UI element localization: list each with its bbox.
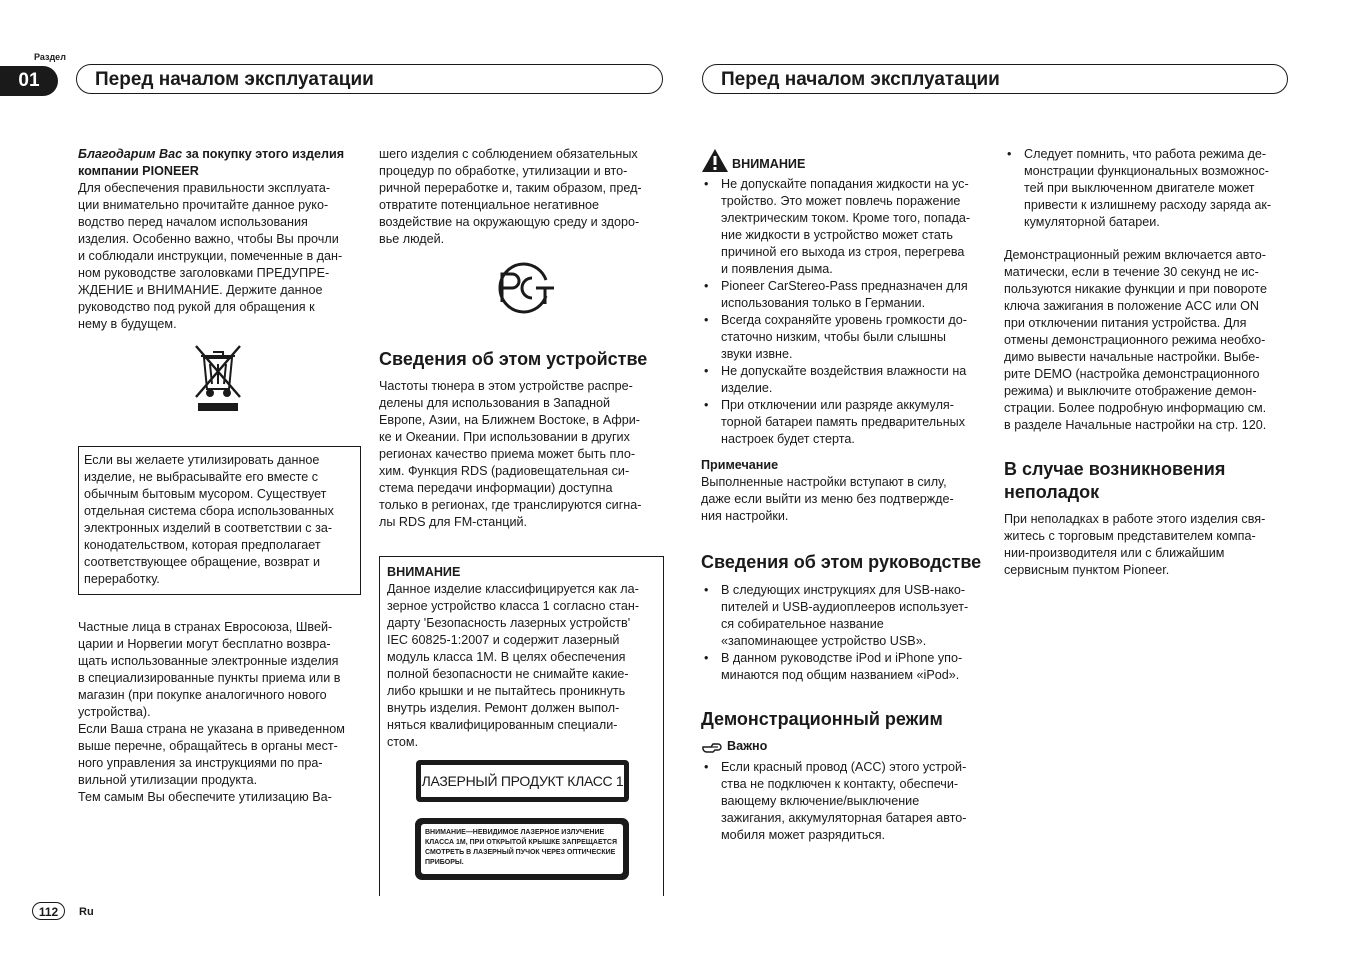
- warning-item: [701, 176, 970, 278]
- text-line: хим. Функция RDS (радиовещательная си-: [379, 464, 630, 478]
- note-block: [701, 457, 954, 525]
- text-line: пользуются никакие функции и при повороте: [1004, 282, 1268, 296]
- eu-disposal-text: [78, 619, 345, 806]
- warning-title: ВНИМАНИЕ: [732, 157, 806, 171]
- text-line: полной безопасности не снимайте какие-: [387, 667, 629, 681]
- text-line: • Следует помнить, что работа режима де-: [1024, 147, 1267, 161]
- demo-description: [1004, 247, 1267, 434]
- text-line: только в регионах, где транслируются сигна-: [379, 498, 642, 512]
- weee-bin-icon: [190, 340, 246, 416]
- text-line: ся собирательное название: [721, 617, 884, 631]
- troubleshooting-text: [1004, 511, 1265, 579]
- text-line: страции. Более подробную информацию см.: [1004, 401, 1267, 415]
- laser-warning-line: СМОТРЕТЬ В ЛАЗЕРНЫЙ ПУЧОК ЧЕРЕЗ ОПТИЧЕСКИЕ: [425, 849, 616, 856]
- manual-item: [701, 650, 968, 684]
- text-line: мобиля может разрядиться.: [721, 828, 886, 842]
- intro-line: руководство под рукой для обращения к: [78, 300, 315, 314]
- text-line: матически, если в течение 30 секунд не ис-: [1004, 265, 1259, 279]
- text-line: лы RDS для FM-станций.: [379, 515, 528, 529]
- manual-info-heading: Сведения об этом руководстве: [701, 552, 982, 572]
- text-line: житесь с торговым представителем компа-: [1004, 529, 1256, 543]
- intro-line: водство перед началом использования: [78, 215, 308, 229]
- pct-certification-logo: [484, 258, 560, 318]
- laser-warning-line: КЛАССА 1M, ПРИ ОТКРЫТОЙ КРЫШКЕ ЗАПРЕЩАЕТСЯ: [425, 839, 617, 846]
- laser-warning-line: ВНИМАНИЕ—НЕВИДИМОЕ ЛАЗЕРНОЕ ИЗЛУЧЕНИЕ: [425, 829, 605, 836]
- text-line: ке и Океании. При использовании в других: [379, 430, 630, 444]
- page-title-right: Перед началом эксплуатации: [702, 64, 1288, 94]
- text-line: использования только в Германии.: [721, 296, 926, 310]
- intro-line: изделия. Особенно важно, чтобы Вы прочли: [78, 232, 339, 246]
- warning-triangle-icon: [701, 148, 729, 173]
- text-line: • При отключении или разряде аккумуля-: [721, 398, 954, 412]
- text-line: статочно низким, чтобы были слышны: [721, 330, 946, 344]
- important-label: Важно: [727, 739, 768, 753]
- intro-line: ном руководстве заголовками ПРЕДУПРЕ-: [78, 266, 330, 280]
- warning-item: [701, 312, 970, 363]
- text-line: Частоты тюнера в этом устройстве распре-: [379, 379, 633, 393]
- disposal-line: соответствующее обращение, возврат и: [84, 555, 320, 569]
- text-line: кумуляторной батареи.: [1024, 215, 1160, 229]
- intro-lead: Благодарим Вас: [78, 147, 183, 161]
- text-line: вье людей.: [379, 232, 445, 246]
- text-line: стом.: [387, 735, 419, 749]
- text-line: внутрь изделия. Ремонт должен выпол-: [387, 701, 620, 715]
- laser-warning-label: [415, 818, 629, 880]
- text-line: димо вывести начальные настройки. Выбе-: [1004, 350, 1260, 364]
- intro-line: Для обеспечения правильности эксплуата-: [78, 181, 331, 195]
- disposal-line: электронных изделий в соответствии с за-: [84, 521, 333, 535]
- text-line: тей при выключенном двигателе может: [1024, 181, 1255, 195]
- text-line: Если Ваша страна не указана в приведенном: [78, 722, 345, 736]
- text-line: процедур по обработке, утилизации и вто-: [379, 164, 628, 178]
- warning-list: [701, 176, 970, 448]
- text-line: отвратите потенциальное негативное: [379, 198, 600, 212]
- intro-line: ции внимательно прочитайте данное руко-: [78, 198, 329, 212]
- disposal-line: обычным бытовым мусором. Существует: [84, 487, 327, 501]
- text-line: «запоминающее устройство USB».: [721, 634, 927, 648]
- troubleshooting-heading: [1004, 458, 1225, 504]
- page-title-left: Перед началом эксплуатации: [76, 64, 663, 94]
- text-line: Тем самым Вы обеспечите утилизацию Ва-: [78, 790, 332, 804]
- intro-line2: компании PIONEER: [78, 164, 199, 178]
- text-line: Выполненные настройки вступают в силу,: [701, 475, 947, 489]
- text-line: нии-производителя или с ближайшим: [1004, 546, 1225, 560]
- disposal-line: переработку.: [84, 572, 160, 586]
- text-line: электрическим током. Кроме того, попада-: [721, 211, 971, 225]
- text-line: царии и Норвегии могут бесплатно возвра-: [78, 637, 331, 651]
- disposal-box: [78, 446, 361, 595]
- text-line: няться квалифицированным специали-: [387, 718, 618, 732]
- device-info-text: [379, 378, 641, 531]
- manual-list: [701, 582, 968, 684]
- text-line: • В следующих инструкциях для USB-нако-: [721, 583, 966, 597]
- disposal-line: конодательством, которая предполагает: [84, 538, 321, 552]
- text-line: шего изделия с соблюдением обязательных: [379, 147, 638, 161]
- text-line: • Не допускайте попадания жидкости на ус-: [721, 177, 969, 191]
- intro-line: и соблюдали инструкции, помеченные в дан-: [78, 249, 343, 263]
- text-line: IEC 60825-1:2007 и содержит лазерный: [387, 633, 620, 647]
- text-line: делены для использования в Западной: [379, 396, 611, 410]
- text-line: причиной его выхода из строя, перегрева: [721, 245, 965, 259]
- note-title: Примечание: [701, 458, 779, 472]
- text-line: ричной переработке и, таким образом, пред-: [379, 181, 642, 195]
- text-line: сервисным пунктом Pioneer.: [1004, 563, 1170, 577]
- demo-item: [701, 759, 966, 844]
- text-line: стема передачи информации) доступна: [379, 481, 613, 495]
- heading-line: В случае возникновения: [1004, 459, 1226, 479]
- important-hand-icon: [701, 740, 723, 754]
- text-line: ние жидкости в устройство может стать: [721, 228, 953, 242]
- manual-item: [701, 582, 968, 650]
- text-line: • Всегда сохраняйте уровень громкости до-: [721, 313, 967, 327]
- text-line: регионах качество приема может быть пло-: [379, 447, 636, 461]
- disposal-line: Если вы желаете утилизировать данное: [84, 453, 320, 467]
- text-line: • Pioneer CarStereo-Pass предназначен для: [721, 279, 968, 293]
- text-line: тройство. Это может повлечь поражение: [721, 194, 961, 208]
- text-line: изделие.: [721, 381, 773, 395]
- text-line: Европе, Азии, на Ближнем Востоке, в Афри-: [379, 413, 640, 427]
- laser-warning-line: ПРИБОРЫ.: [425, 859, 464, 866]
- heading-line: неполадок: [1004, 482, 1100, 502]
- disposal-line: отдельная система сбора использованных: [84, 504, 334, 518]
- text-line: ключа зажигания в положение ACC или ON: [1004, 299, 1260, 313]
- text-line: звуки извне.: [721, 347, 793, 361]
- text-line: устройства).: [78, 705, 151, 719]
- laser-caution-text: [387, 564, 639, 751]
- text-line: • Если красный провод (ACC) этого устрой-: [721, 760, 967, 774]
- text-line: Демонстрационный режим включается авто-: [1004, 248, 1266, 262]
- text-line: щать использованные электронные изделия: [78, 654, 339, 668]
- intro-block: [78, 146, 344, 333]
- text-line: ного управления за инструкциями по пра-: [78, 756, 323, 770]
- text-line: вильной утилизации продукта.: [78, 773, 258, 787]
- text-line: зерное устройство класса 1 согласно стан-: [387, 599, 640, 613]
- language-code: Ru: [79, 906, 94, 918]
- warning-item: [701, 278, 970, 312]
- text-line: режима) и выключите отображение демон-: [1004, 384, 1257, 398]
- text-line: Данное изделие классифицируется как ла-: [387, 582, 639, 596]
- laser-class-text: ЛАЗЕРНЫЙ ПРОДУКТ КЛАСС 1: [421, 765, 624, 797]
- text-line: отмены демонстрационного режима необхо-: [1004, 333, 1266, 347]
- text-line: зажигания, аккумуляторная батарея авто-: [721, 811, 967, 825]
- text-line: ния настройки.: [701, 509, 789, 523]
- intro-line: нему в будущем.: [78, 317, 177, 331]
- intro-line: ЖДЕНИЕ и ВНИМАНИЕ. Держите данное: [78, 283, 323, 297]
- text-line: минаются под общим названием «iPod».: [721, 668, 960, 682]
- text-line: пителей и USB-аудиоплееров использует-: [721, 600, 969, 614]
- intro-lead-rest: за покупку этого изделия: [182, 147, 345, 161]
- text-line: и появления дыма.: [721, 262, 833, 276]
- demo-note-item: [1004, 146, 1271, 231]
- text-line: дарту 'Безопасность лазерных устройств': [387, 616, 631, 630]
- section-label: Раздел: [34, 52, 66, 62]
- page-number: 112: [32, 902, 65, 920]
- warning-item: [701, 397, 970, 448]
- warning-item: [701, 363, 970, 397]
- text-line: торной батареи память предварительных: [721, 415, 965, 429]
- recycling-text: [379, 146, 642, 248]
- demo-note-list: [1004, 146, 1271, 231]
- text-line: При неполадках в работе этого изделия свя-: [1004, 512, 1266, 526]
- device-info-heading: Сведения об этом устройстве: [379, 349, 648, 369]
- text-line: настроек будет стерта.: [721, 432, 855, 446]
- laser-class-label: [416, 760, 629, 802]
- section-number: 01: [0, 66, 58, 96]
- text-line: магазин (при покупке аналогичного нового: [78, 688, 327, 702]
- text-line: монстрации функциональных возможнос-: [1024, 164, 1269, 178]
- text-line: ства не подключен к контакту, обеспечи-: [721, 777, 959, 791]
- text-line: воздействие на окружающую среду и здоро-: [379, 215, 640, 229]
- text-line: Частные лица в странах Евросоюза, Швей-: [78, 620, 333, 634]
- text-line: выше перечне, обращайтесь в органы мест-: [78, 739, 338, 753]
- disposal-line: изделие, не выбрасывайте его вместе с: [84, 470, 319, 484]
- text-line: в разделе Начальные настройки на стр. 120.: [1004, 418, 1267, 432]
- demo-mode-heading: Демонстрационный режим: [701, 709, 943, 729]
- text-line: модуль класса 1M. В целях обеспечения: [387, 650, 626, 664]
- text-line: вающему включение/выключение: [721, 794, 920, 808]
- text-line: • Не допускайте воздействия влажности на: [721, 364, 967, 378]
- text-line: привести к излишнему расходу заряда ак-: [1024, 198, 1272, 212]
- text-line: рите DEMO (настройка демонстрационного: [1004, 367, 1260, 381]
- text-line: даже если выйти из меню без подтвержде-: [701, 492, 954, 506]
- text-line: либо крышки и не пытайтесь проникнуть: [387, 684, 626, 698]
- demo-list: [701, 759, 966, 844]
- text-line: • В данном руководстве iPod и iPhone упо-: [721, 651, 963, 665]
- laser-caution-title: ВНИМАНИЕ: [387, 565, 461, 579]
- text-line: в специализированные пункты приема или в: [78, 671, 341, 685]
- text-line: при отключении питания устройства. Для: [1004, 316, 1247, 330]
